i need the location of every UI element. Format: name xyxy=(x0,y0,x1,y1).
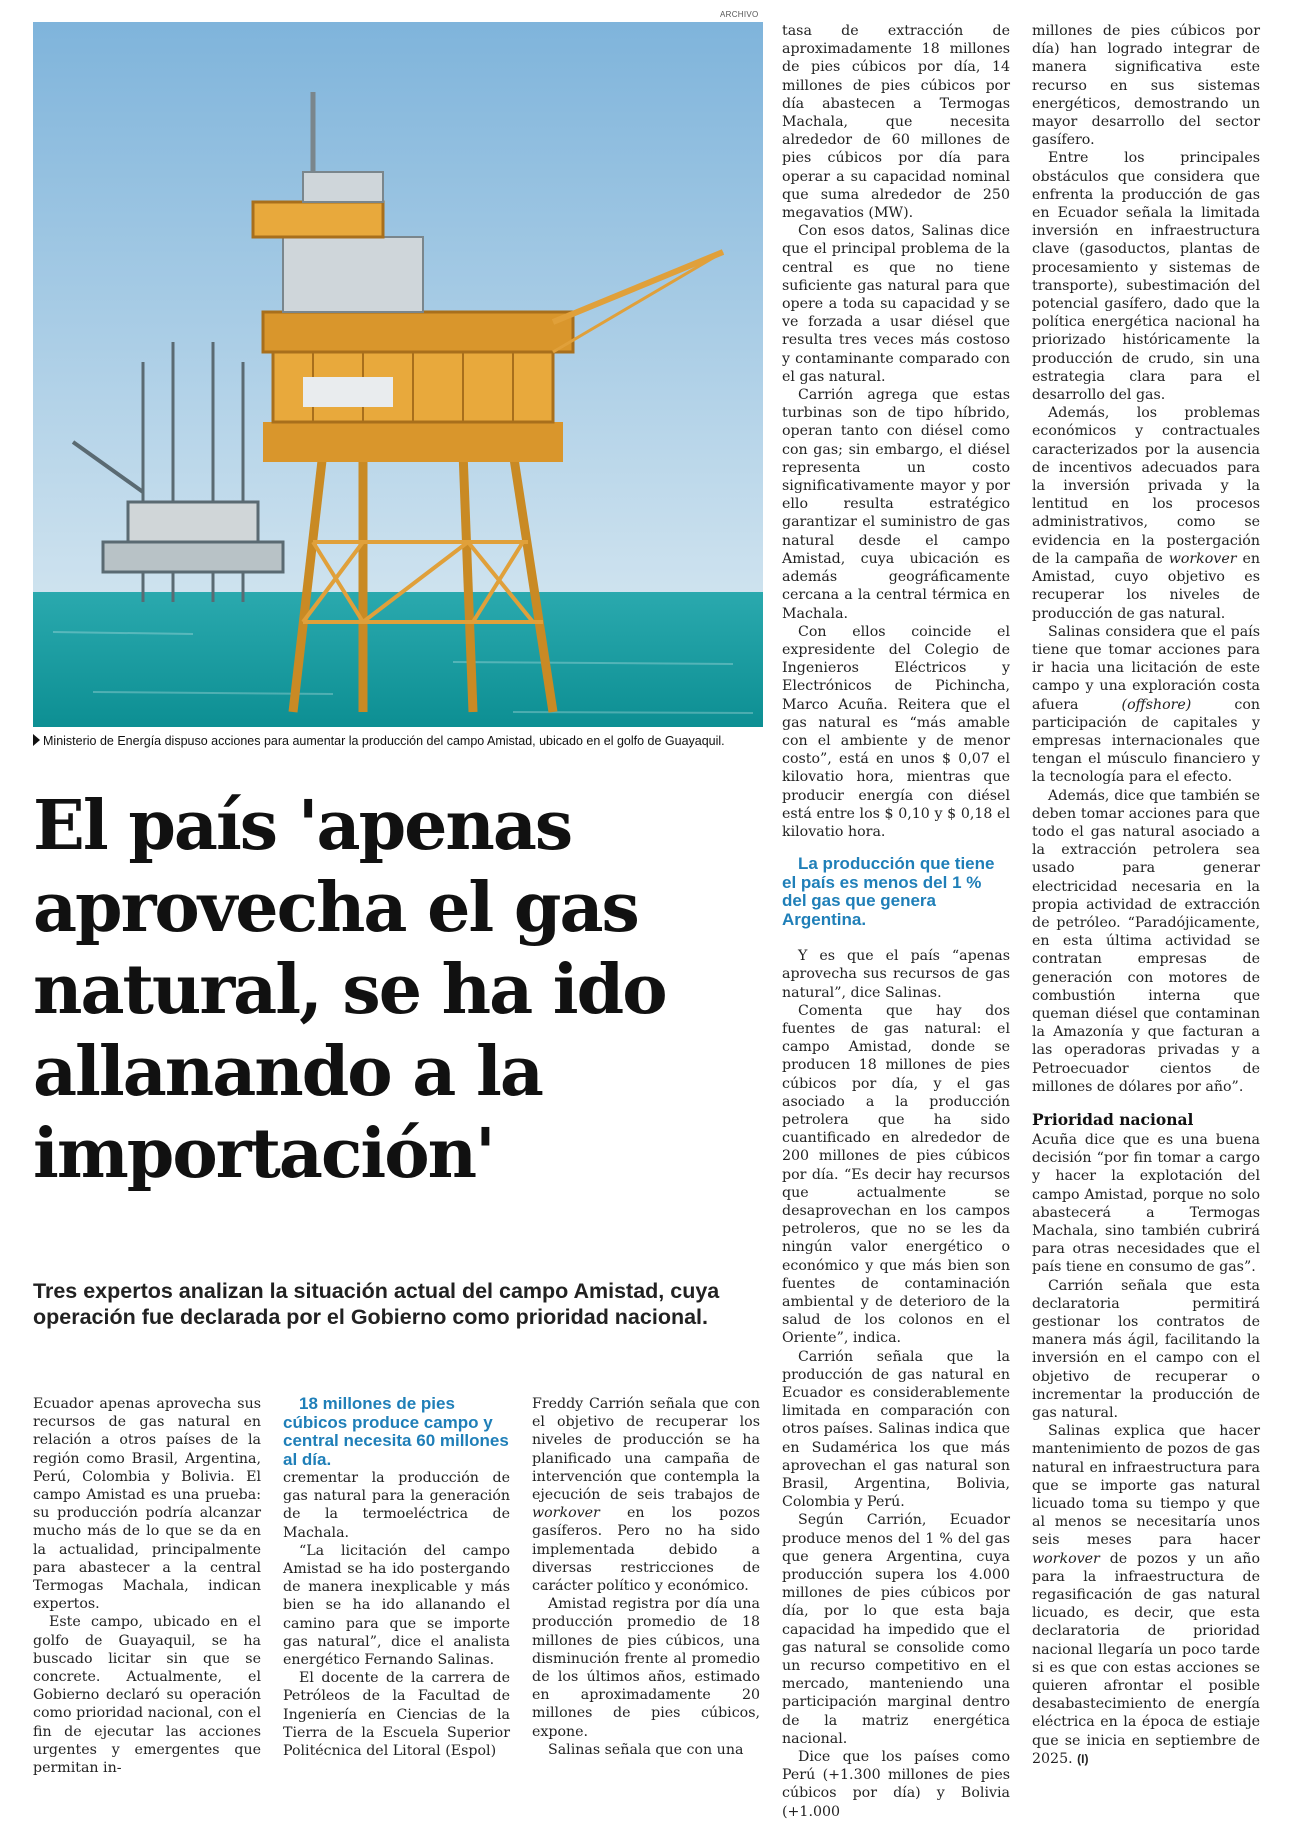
paragraph: tasa de extracción de aproximadamente 18 millones de pies cúbicos por día, 14 millones de pies cúbicos por día abastecen a Termogas Machala, que necesita alrededor de 60 millones de pies cúbicos por día para operar a su capacidad nominal que suma alrededor de 250 megavatios (MW). xyxy=(782,23,1010,222)
italic-term: (offshore) xyxy=(1121,696,1192,713)
paragraph: Salinas considera que el país tiene que tomar acciones para ir hacia una licitación de este campo y una exploración costa afuera (offshore) con participación de capitales y empresas internacionales que tengan el músculo financiero y la tecnología para el efecto. xyxy=(1032,623,1261,786)
sea xyxy=(33,592,763,727)
headline: El país 'apenas aprovecha el gas natural, se ha ido allanando a la importación' xyxy=(33,786,666,1194)
paragraph: Además, dice que también se deben tomar acciones para que todo el gas natural asociado a la extracción petrolera sea usado para generar electricidad necesaria en la propia actividad de extracción de petróleo. “Paradójicamente, en esta última actividad se contratan empresas de generación con motores de combustión interna que queman diésel que contaminan la Amazonía y que facturan a las operadoras privadas y a Petroecuador cientos de millones de dólares por año”. xyxy=(1032,787,1260,1095)
paragraph: Ecuador apenas aprovecha sus recursos de gas natural en relación a otros países de la región como Brasil, Argentina, Perú, Colombia y Bolivia. El campo Amistad es una prueba: su producción podría alcanzar mucho más de lo que se da en la actualidad, principalmente para abastecer a la central Termogas Machala, indican expertos. xyxy=(33,1396,261,1613)
paragraph: El docente de la carrera de Petróleos de la Facultad de Ingeniería en Ciencias de la Tierra de la Escuela Superior Politécnica del Litoral (Espol) xyxy=(283,1670,510,1760)
paragraph: Carrión agrega que estas turbinas son de tipo híbrido, operan tanto con diésel como con gas; sin embargo, el diésel representa un costo significativamente mayor y por ello resulta estratégico garantizar el suministro de gas natural desde el campo Amistad, cuya ubicación es además geográficamente cercana a la central térmica en Machala. xyxy=(782,387,1010,622)
paragraph: Salinas señala que con una xyxy=(548,1741,744,1758)
photo-credit: ARCHIVO xyxy=(720,10,759,19)
paragraph: Y es que el país “apenas aprovecha sus recursos de gas natural”, dice Salinas. xyxy=(782,948,1010,1001)
paragraph: Comenta que hay dos fuentes de gas natural: el campo Amistad, donde se producen 18 millones de pies cúbicos por día, y el gas asociado a la producción petrolera que ha sido cuantificado en alrededor de 200 millones de pies cúbicos por día. “Es decir hay recursos que actualmente se desaprovechan en los campos petroleros, que no se les da ningún valor energético o económico y que más bien son fuentes de contaminación ambiental y de deterioro de la salud de los colonos en el Oriente”, indica. xyxy=(782,1002,1010,1347)
end-mark: (I) xyxy=(1077,1751,1089,1766)
italic-term: workover xyxy=(532,1505,600,1522)
paragraph: Salinas explica que hacer mantenimiento de pozos de gas natural en infraestructura para que se importe gas natural licuado toma su tiempo y que al menos se necesitaría unos seis meses para hacer workover de pozos y un año para la infraestructura de regasificación de gas natural licuado, es decir, que esta declaratoria de prioridad nacional llegaría un poco tarde si es que con estas acciones se quieren afrontar el posible desabastecimiento de energía eléctrica en la época de estiaje que se inicia en septiembre de 2025. (I) xyxy=(1032,1423,1260,1767)
paragraph: “La licitación del campo Amistad se ha ido postergando de manera inexplicable y más bien se ha ido allanando el camino para que se importe gas natural”, dice el analista energético Fernando Salinas. xyxy=(283,1542,510,1669)
paragraph: Según Carrión, Ecuador produce menos del 1 % del gas que genera Argentina, cuya producción supera los 4.000 millones de pies cúbicos por día, por lo que esta baja capacidad ha impedido que el gas natural se consolide como un recurso competitivo en el mercado, manteniendo una participación marginal dentro de la matriz energética nacional. xyxy=(782,1512,1010,1747)
article-column-5 xyxy=(1032,22,1260,1768)
platform-illustration xyxy=(33,22,763,727)
pullquote: 18 millones de pies cúbicos produce campo y central necesita 60 millones al día. xyxy=(283,1394,509,1469)
article-column-4 xyxy=(782,22,1010,1821)
italic-term: workover xyxy=(1168,550,1237,567)
deck: Tres expertos analizan la situación actual del campo Amistad, cuya operación fue declarada por el Gobierno como prioridad nacional. xyxy=(33,1279,720,1329)
paragraph: Entre los principales obstáculos que considera que enfrenta la producción de gas en Ecuador señala la limitada inversión en infraestructura clave (gasoductos, plantas de procesamiento y sistemas de transporte), subestimación del potencial gasífero, dado que la política energética nacional ha priorizado históricamente la producción de crudo, sin una estrategia clara para el desarrollo del gas. xyxy=(1032,150,1260,404)
photo-caption xyxy=(33,734,768,748)
paragraph: Dice que los países como Perú (+1.300 millones de pies cúbicos por día) y Bolivia (+1.000 xyxy=(782,1749,1010,1820)
paragraph: crementar la producción de gas natural para la generación de la termoeléctrica de Machala. xyxy=(283,1470,510,1541)
paragraph: Además, los problemas económicos y contractuales caracterizados por la ausencia de incentivos adecuados para la inversión privada y la lentitud en los procesos administrativos, como se evidencia en la postergación de la campaña de workover en Amistad, cuyo objetivo es recuperar los niveles de producción de gas natural. xyxy=(1032,405,1260,622)
paragraph: Amistad registra por día una producción promedio de 18 millones de pies cúbicos, una disminución frente al promedio de los últimos años, estimado en aproximadamente 20 millones de pies cúbicos, expone. xyxy=(532,1596,760,1740)
paragraph: Carrión señala que la producción de gas natural en Ecuador es considerablemente limitada en comparación con otros países. Salinas indica que en Sudamérica los que más aprovechan el gas natural son Brasil, Argentina, Bolivia, Colombia y Perú. xyxy=(782,1348,1010,1511)
pullquote: La producción que tiene el país es menos del 1 % del gas que genera Argentina. xyxy=(782,854,995,929)
article-column-3 xyxy=(532,1395,760,1759)
paragraph: Acuña dice que es una buena decisión “por fin tomar a cargo y hacer la explotación del campo Amistad, porque no solo abastecerá a Termogas Machala, sino también cubrirá para otras necesidades que el país tiene en consumo de gas”. xyxy=(1032,1131,1260,1276)
photo-caption-text: Ministerio de Energía dispuso acciones para aumentar la producción del campo Amistad, ubicado en el golfo de Guayaquil. xyxy=(43,734,725,748)
paragraph: Carrión señala que esta declaratoria permitirá gestionar los contratos de manera más ágil, facilitando la inversión en el campo con el objetivo de recuperar o incrementar la producción de gas natural. xyxy=(1032,1277,1260,1422)
paragraph: Freddy Carrión señala que con el objetivo de recuperar los niveles de producción se ha planificado una campaña de intervención que contempla la ejecución de seis trabajos de workover en los pozos gasíferos. Pero no ha sido implementada debido a diversas restricciones de carácter político y económico. xyxy=(532,1396,760,1595)
section-subhead: Prioridad nacional xyxy=(1032,1109,1194,1129)
paragraph: Este campo, ubicado en el golfo de Guayaquil, se ha buscado licitar sin que se concrete. Actualmente, el Gobierno declaró su operación como prioridad nacional, con el fin de ejecutar las acciones urgentes y emergentes que permitan in- xyxy=(33,1614,261,1777)
italic-term: workover xyxy=(1032,1550,1100,1567)
caption-triangle-icon xyxy=(33,734,40,746)
paragraph: Con esos datos, Salinas dice que el principal problema de la central es que no tiene suficiente gas natural para que opere a toda su capacidad y se ve forzada a usar diésel que resulta tres veces más costoso y contaminante comparado con el gas natural. xyxy=(782,223,1010,385)
article-column-1 xyxy=(33,1395,261,1777)
paragraph: millones de pies cúbicos por día) han logrado integrar de manera significativa este recurso en sus sistemas energéticos, demostrando un mayor desarrollo del sector gasífero. xyxy=(1032,23,1260,149)
article-column-2 xyxy=(283,1395,510,1760)
paragraph: Con ellos coincide el expresidente del Colegio de Ingenieros Eléctricos y Electrónicos de Pichincha, Marco Acuña. Reitera que el gas natural es “más amable con el ambiente y de menor costo”, está en unos $ 0,07 el kilovatio hora, mientras que producir energía con diésel está entre los $ 0,10 y $ 0,18 el kilovatio hora. xyxy=(782,623,1010,840)
offshore-platform-photo xyxy=(33,22,763,727)
